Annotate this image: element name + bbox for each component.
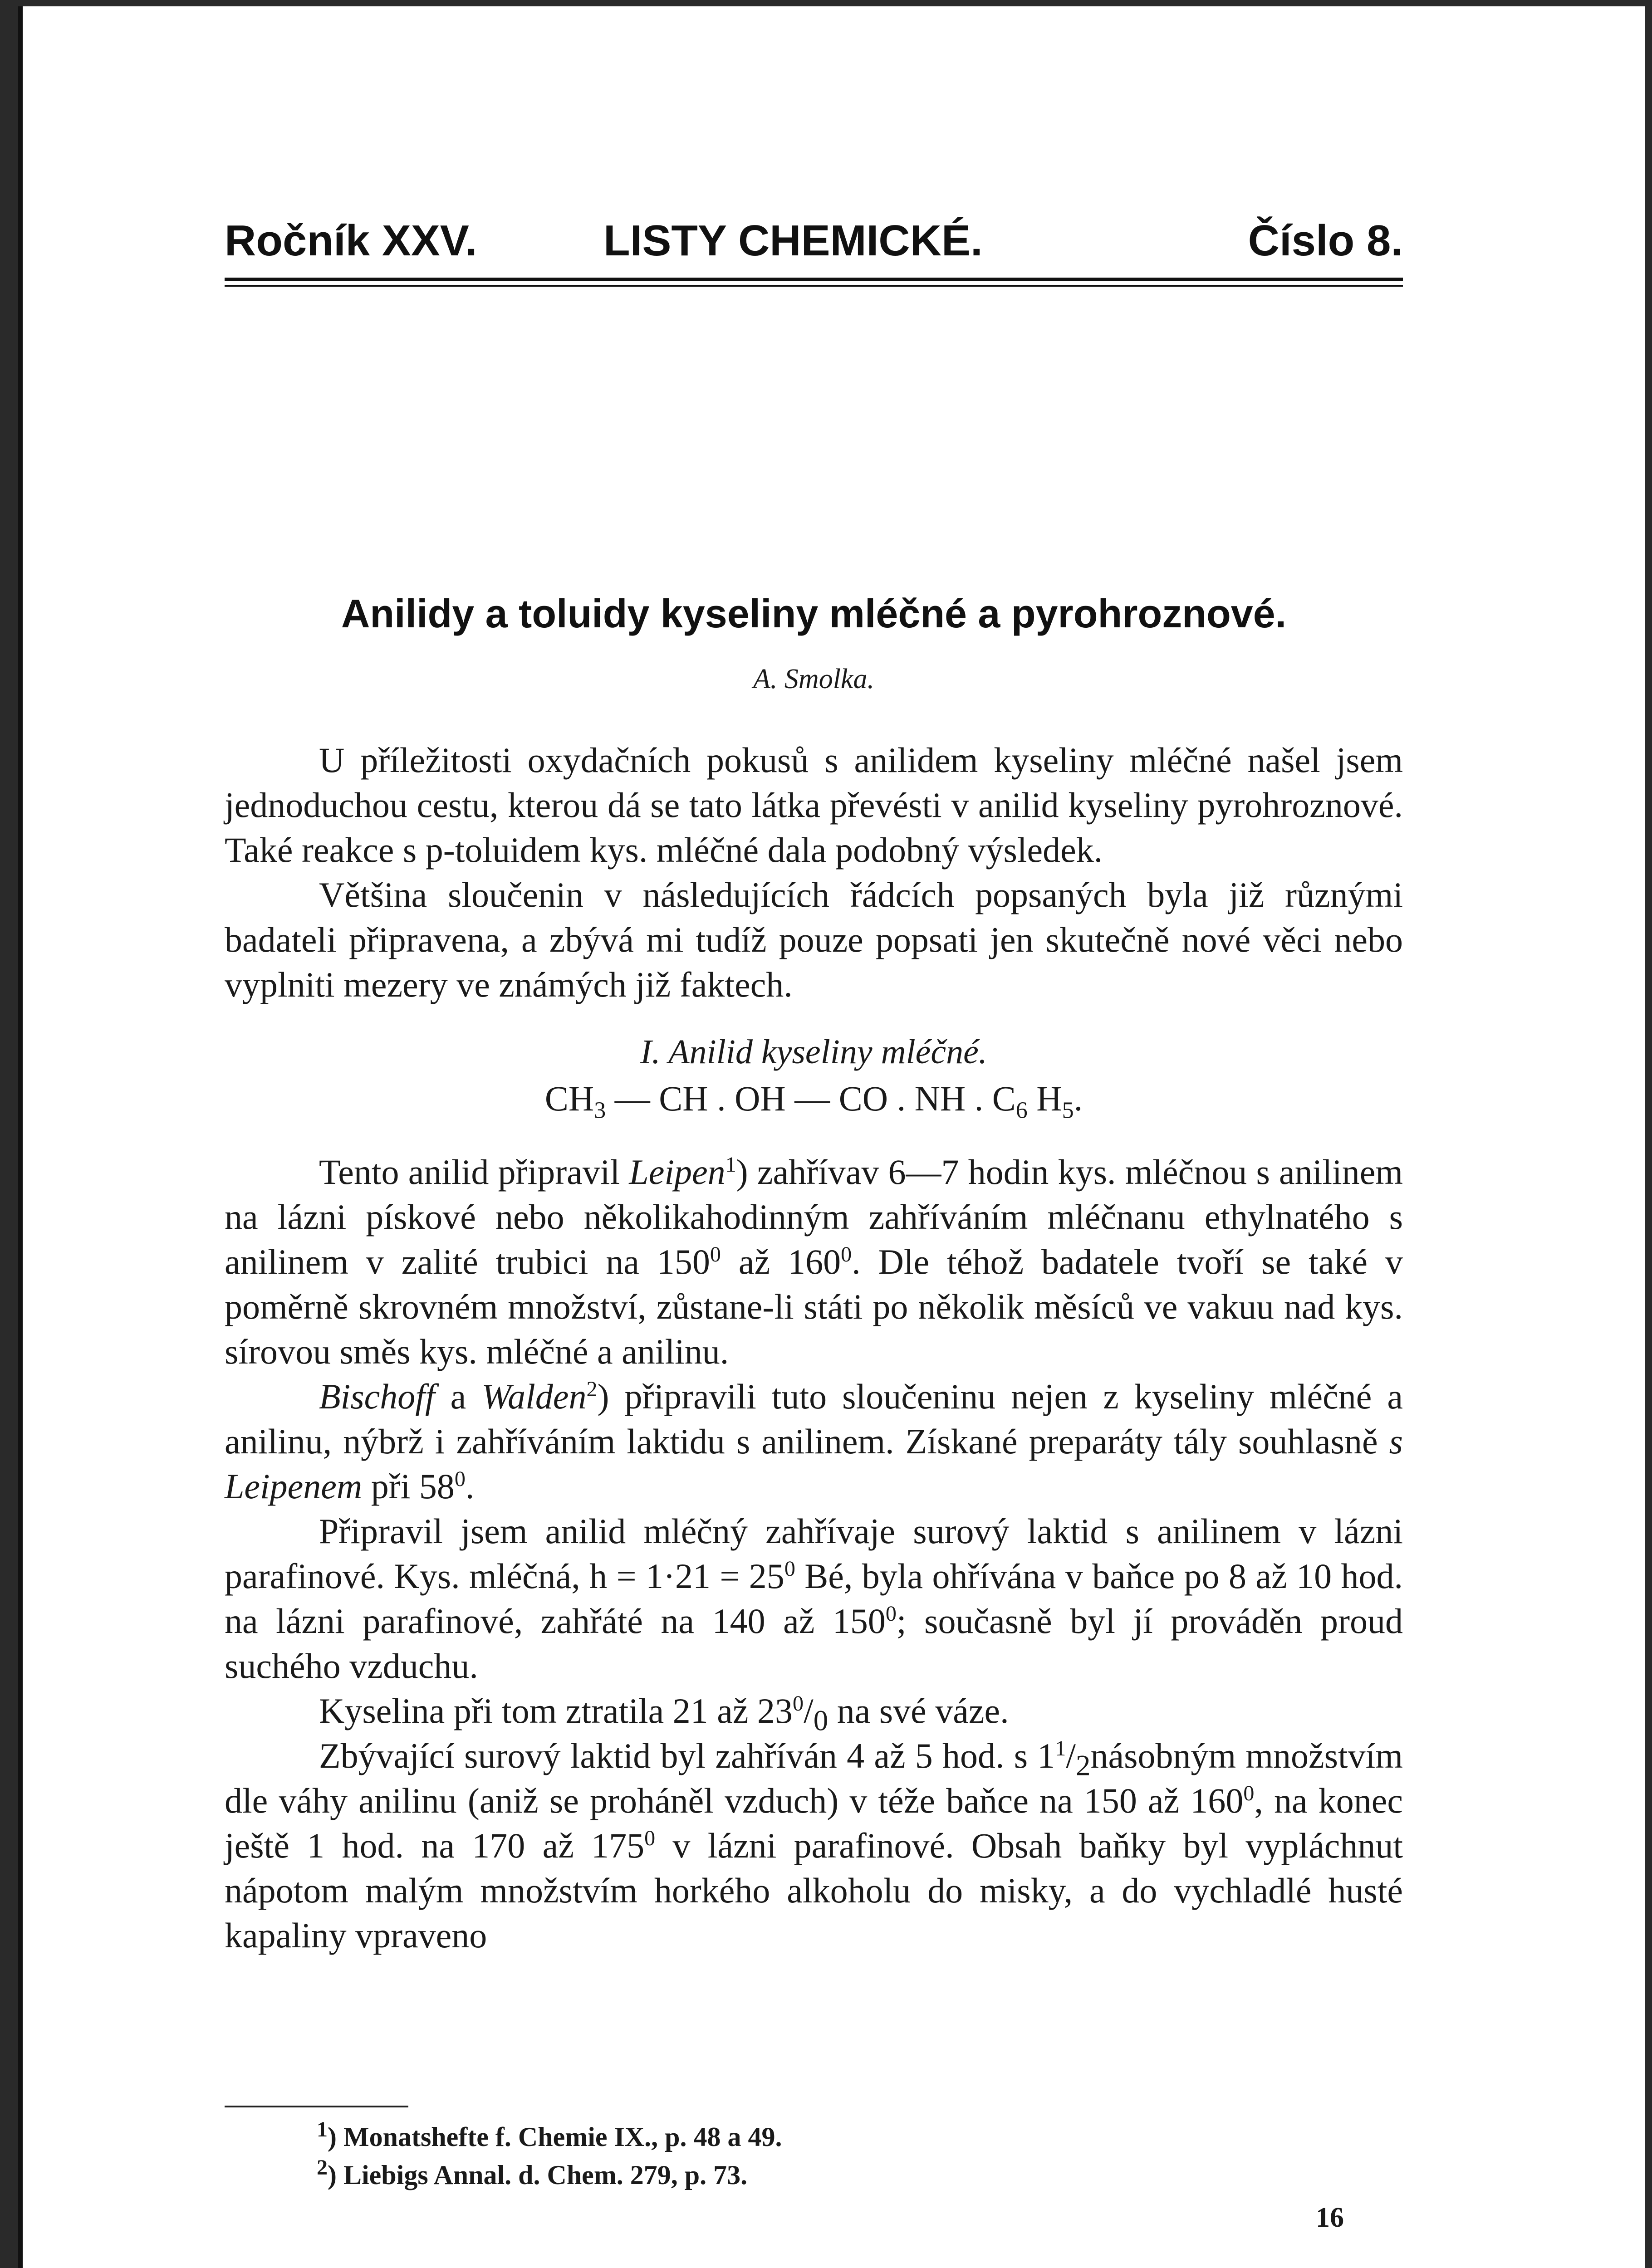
intro-paragraph-2: Většina sloučenin v následujících řádcích popsaných byla již různými badateli připravena, a zbývá mi tudíž pouze popsati jen skutečně nové věci nebo vyplniti mezery ve známých již faktech. [225,875,1403,1004]
volume-label: Ročník XXV. [225,216,477,265]
author-name-walden: Walden [481,1377,587,1416]
paragraph-weight-loss: Kyselina při tom ztratila 21 až $23^0/_0$ na své váze. [319,1691,1009,1737]
paragraph-leipen: Tento anilid připravil Leipen$^1$) zahřívav 6—7 hodin kys. mléčnou s anilinem na lázni pískové nebo několikahodinným zahříváním mléčnanu ethylnatého s anilinem v zalité trubici na $150^0$ až $160^0$. Dle téhož badatele tvoří se také v poměrně skrovném množství, zůstane-li státi po několik měsíců ve vakuu nad kys. sírovou směs kys. mléčné a anilinu. [225,1152,1403,1371]
header-rule-thick [225,278,1403,281]
article-body [225,738,1403,1958]
intro-paragraph-1: U příležitosti oxydačních pokusů s anilidem kyseliny mléčné našel jsem jednoduchou cestu, kterou dá se tato látka převésti v anilid kyseliny pyrohroznové. Také reakce s p-toluidem kys. mléčné dala podobný výsledek. [225,740,1403,870]
footnotes [317,2118,1360,2194]
author-name-bischoff: Bischoff [319,1377,435,1416]
header-rule-thin [225,285,1403,287]
footnote-ref-2[interactable]: 2 [586,1377,598,1401]
journal-title: LISTY CHEMICKÉ. [603,216,983,265]
footnote-1: $^1$) Monatshefte f. Chemie IX., p. 48 a 49. [317,2117,782,2152]
paragraph-preparation: Připravil jsem anilid mléčný zahřívaje surový laktid s anilinem v lázni parafinové. Kys. mléčná, $h = 1\cdot 21 = 25^0$ Bé, byla ohřívána v baňce po 8 až 10 hod. na lázni parafinové, zahřáté na 140 až $150^0$; současně byl jí prováděn proud suchého vzduchu. [225,1511,1403,1686]
article-title: Anilidy a toluidy kyseliny mléčné a pyrohroznové. [341,591,1287,636]
page-number: 16 [1316,2202,1344,2233]
paragraph-bischoff-walden: Bischoff a Walden$^2$) připravili tuto sloučeninu nejen z kyseliny mléčné a anilinu, nýbrž i zahříváním laktidu s anilinem. Získané preparáty tály souhlasně s Leipenem při $58^0$. [225,1377,1403,1506]
article-author: A. Smolka. [753,664,874,694]
footnote-ref-1[interactable]: 1 [725,1153,736,1177]
chemical-formula: $CH_3$ — CH . OH — CO . NH . $C_6$ $H_5$. [544,1079,1083,1124]
issue-number: Číslo 8. [1248,216,1403,265]
author-name-leipen: Leipen [629,1152,726,1192]
footnote-2: $^2$) Liebigs Annal. d. Chem. 279, p. 73. [317,2156,748,2190]
section-heading: I. Anilid kyseliny mléčné. [640,1033,987,1071]
footnote-rule [225,2106,408,2107]
page-sheet [18,6,1645,2268]
paragraph-heating: Zbývající surový laktid byl zahříván 4 až 5 hod. s $1^1/_2násobným$ množstvím dle váhy anilinu (aniž se proháněl vzduch) v téže baňce na 150 až $160^0$, na konec ještě 1 hod. na 170 až $175^0$ v lázni parafinové. Obsah baňky byl vypláchnut nápotom malým množstvím horkého alkoholu do misky, a do vychladlé husté kapaliny vpraveno [225,1736,1403,1955]
